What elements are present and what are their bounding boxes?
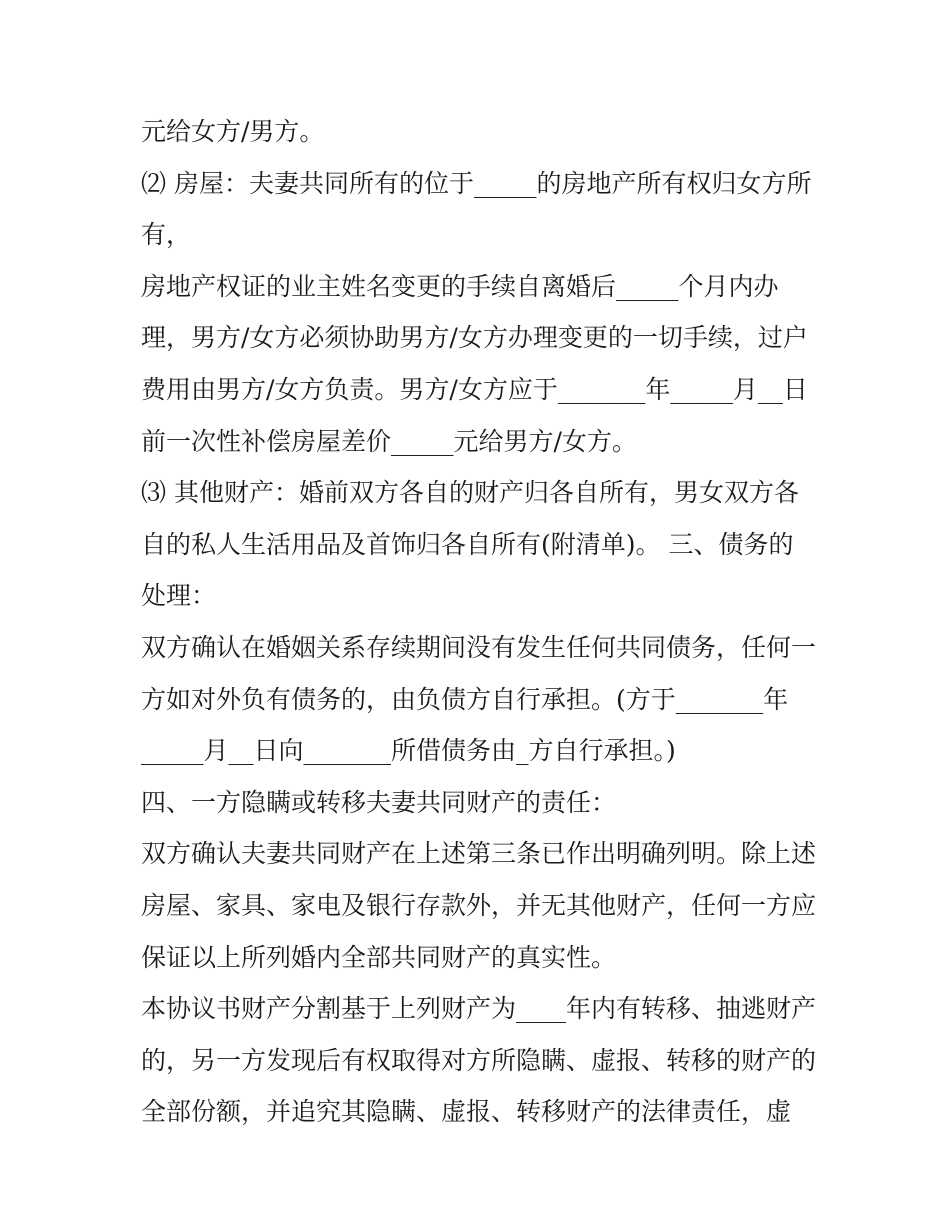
text-line: ⑵ 房屋：夫妻共同所有的位于_____的房地产所有权归女方所 bbox=[141, 168, 812, 198]
document-body bbox=[141, 106, 831, 1138]
text-line: 理，男方/女方必须协助男方/女方办理变更的一切手续，过户 bbox=[141, 323, 808, 353]
text-line: 房屋、家具、家电及银行存款外，并无其他财产，任何一方应 bbox=[141, 890, 817, 920]
text-line: ⑶ 其他财产：婚前双方各自的财产归各自所有，男女双方各 bbox=[141, 478, 799, 508]
text-line: 有， bbox=[141, 220, 192, 250]
text-line: 房地产权证的业主姓名变更的手续自离婚后_____个月内办 bbox=[141, 271, 779, 301]
text-line: 双方确认在婚姻关系存续期间没有发生任何共同债务，任何一 bbox=[141, 632, 817, 662]
text-line: 费用由男方/女方负责。男方/女方应于_______年_____月__日 bbox=[141, 374, 808, 404]
text-line: 前一次性补偿房屋差价_____元给男方/女方。 bbox=[141, 426, 637, 456]
text-line: 元给女方/男方。 bbox=[141, 117, 325, 146]
text-line: 双方确认夫妻共同财产在上述第三条已作出明确列明。除上述 bbox=[141, 839, 817, 869]
text-line: 处理： bbox=[141, 581, 217, 611]
text-line: 全部份额，并追究其隐瞒、虚报、转移财产的法律责任，虚 bbox=[141, 1097, 792, 1127]
text-line: 方如对外负有债务的，由负债方自行承担。(方于_______年 bbox=[141, 684, 789, 714]
text-line: 保证以上所列婚内全部共同财产的真实性。 bbox=[141, 942, 617, 972]
text-line: _____月__日向_______所借债务由_方自行承担。) bbox=[141, 736, 676, 766]
text-line: 自的私人生活用品及首饰归各自所有(附清单)。 三、债务的 bbox=[141, 529, 794, 559]
text-line: 的，另一方发现后有权取得对方所隐瞒、虚报、转移的财产的 bbox=[141, 1045, 817, 1075]
text-line: 四、一方隐瞒或转移夫妻共同财产的责任： bbox=[141, 787, 617, 817]
text-line: 本协议书财产分割基于上列财产为____年内有转移、抽逃财产 bbox=[141, 994, 817, 1024]
